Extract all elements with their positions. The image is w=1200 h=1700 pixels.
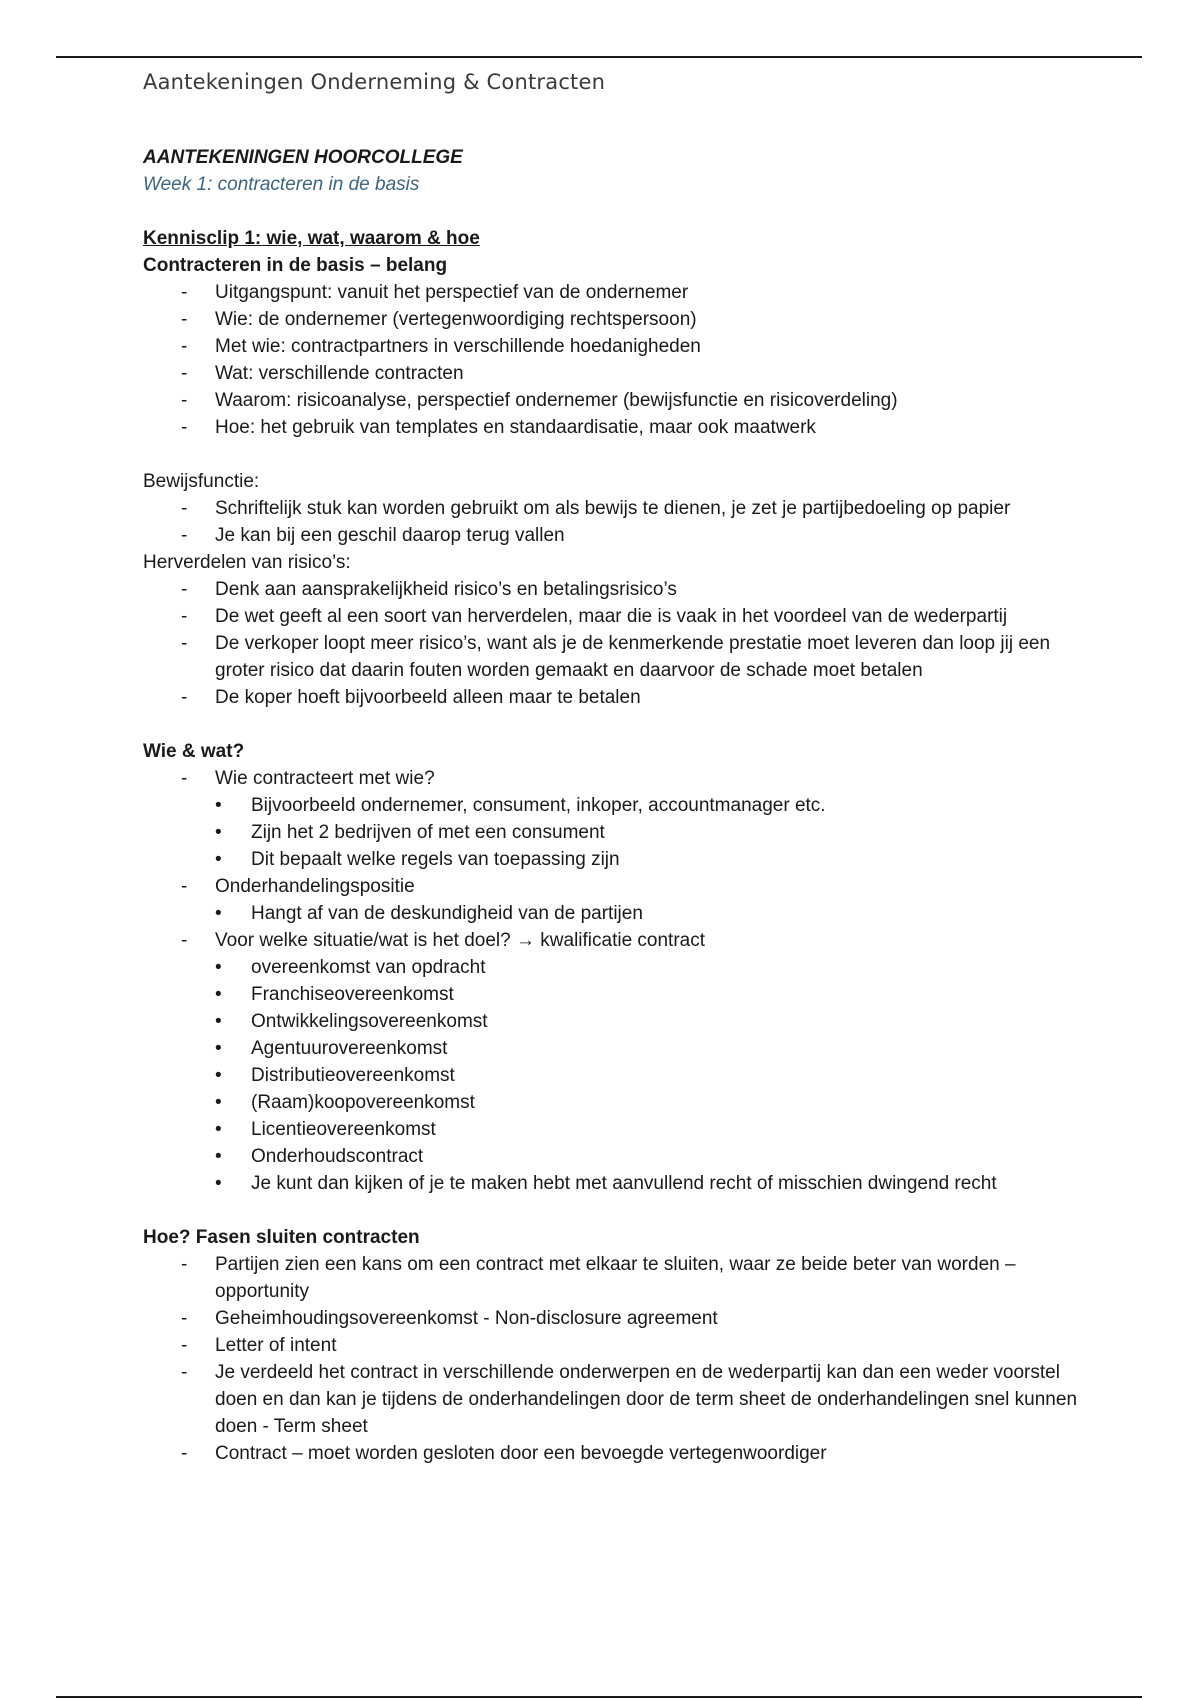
dash-list xyxy=(143,1251,1083,1467)
list-item: - Onderhandelingspositie xyxy=(143,873,1083,900)
list-item: - Hoe: het gebruik van templates en standaardisatie, maar ook maatwerk xyxy=(143,414,1083,441)
section-title: Wie & wat? xyxy=(143,741,245,762)
section-title: Hoe? Fasen sluiten contracten xyxy=(143,1227,420,1248)
bullet-list xyxy=(143,954,1083,1197)
list-item: - Contract – moet worden gesloten door een bevoegde vertegenwoordiger xyxy=(143,1440,1083,1467)
list-item: • Onderhoudscontract xyxy=(143,1143,1083,1170)
list-item: - Wat: verschillende contracten xyxy=(143,360,1083,387)
dash-list xyxy=(143,765,1083,792)
dash-list xyxy=(143,279,1083,441)
list-item: • overeenkomst van opdracht xyxy=(143,954,1083,981)
section-title: Herverdelen van risico’s: xyxy=(143,552,351,573)
list-item: - Voor welke situatie/wat is het doel? → kwalificatie contract xyxy=(143,927,1083,954)
list-item: - Wie contracteert met wie? xyxy=(143,765,1083,792)
list-item: • Bijvoorbeeld ondernemer, consument, inkoper, accountmanager etc. xyxy=(143,792,1083,819)
dash-list xyxy=(143,576,1083,711)
list-item: • Ontwikkelingsovereenkomst xyxy=(143,1008,1083,1035)
document-heading: AANTEKENINGEN HOORCOLLEGE xyxy=(143,147,463,168)
list-item: - Uitgangspunt: vanuit het perspectief van de ondernemer xyxy=(143,279,1083,306)
list-item: • Distributieovereenkomst xyxy=(143,1062,1083,1089)
list-item: - Schriftelijk stuk kan worden gebruikt om als bewijs te dienen, je zet je partijbedoeling op papier xyxy=(143,495,1083,522)
list-item: - Waarom: risicoanalyse, perspectief ondernemer (bewijsfunctie en risicoverdeling) xyxy=(143,387,1083,414)
document-body xyxy=(143,144,1083,1467)
list-item: • Hangt af van de deskundigheid van de partijen xyxy=(143,900,1083,927)
section-title: Contracteren in de basis – belang xyxy=(143,255,448,276)
list-item: - Denk aan aansprakelijkheid risico’s en betalingsrisico’s xyxy=(143,576,1083,603)
document-subheading: Week 1: contracteren in de basis xyxy=(143,174,420,195)
list-item: - De wet geeft al een soort van herverdelen, maar die is vaak in het voordeel van de wederpartij xyxy=(143,603,1083,630)
list-item: - Letter of intent xyxy=(143,1332,1083,1359)
page-header-title: Aantekeningen Onderneming & Contracten xyxy=(143,70,606,94)
list-item: • Agentuurovereenkomst xyxy=(143,1035,1083,1062)
clip-title: Kennisclip 1: wie, wat, waarom & hoe xyxy=(143,228,480,249)
dash-list xyxy=(143,927,1083,954)
list-item: - Partijen zien een kans om een contract met elkaar te sluiten, waar ze beide beter van worden – opportunity xyxy=(143,1251,1083,1305)
dash-list xyxy=(143,495,1083,549)
bullet-list xyxy=(143,900,1083,927)
section-title: Bewijsfunctie: xyxy=(143,471,260,492)
list-item: - Met wie: contractpartners in verschillende hoedanigheden xyxy=(143,333,1083,360)
bullet-list xyxy=(143,792,1083,873)
list-item: • (Raam)koopovereenkomst xyxy=(143,1089,1083,1116)
list-item: - De koper hoeft bijvoorbeeld alleen maar te betalen xyxy=(143,684,1083,711)
list-item: - Geheimhoudingsovereenkomst - Non-disclosure agreement xyxy=(143,1305,1083,1332)
list-item: • Zijn het 2 bedrijven of met een consument xyxy=(143,819,1083,846)
list-item: • Franchiseovereenkomst xyxy=(143,981,1083,1008)
list-item: - Wie: de ondernemer (vertegenwoordiging rechtspersoon) xyxy=(143,306,1083,333)
list-item: • Dit bepaalt welke regels van toepassing zijn xyxy=(143,846,1083,873)
list-item: - De verkoper loopt meer risico’s, want als je de kenmerkende prestatie moet leveren dan loop jij een groter risico dat daarin fouten worden gemaakt en daarvoor de schade moet betalen xyxy=(143,630,1083,684)
footer-rule xyxy=(56,1696,1142,1698)
header-rule xyxy=(56,56,1142,58)
dash-list xyxy=(143,873,1083,900)
list-item: - Je kan bij een geschil daarop terug vallen xyxy=(143,522,1083,549)
list-item: - Je verdeeld het contract in verschillende onderwerpen en de wederpartij kan dan een weder voorstel doen en dan kan je tijdens de onderhandelingen door de term sheet de onderhandelingen snel kunnen doen - Term sheet xyxy=(143,1359,1083,1440)
list-item: • Je kunt dan kijken of je te maken hebt met aanvullend recht of misschien dwingend recht xyxy=(143,1170,1083,1197)
list-item: • Licentieovereenkomst xyxy=(143,1116,1083,1143)
